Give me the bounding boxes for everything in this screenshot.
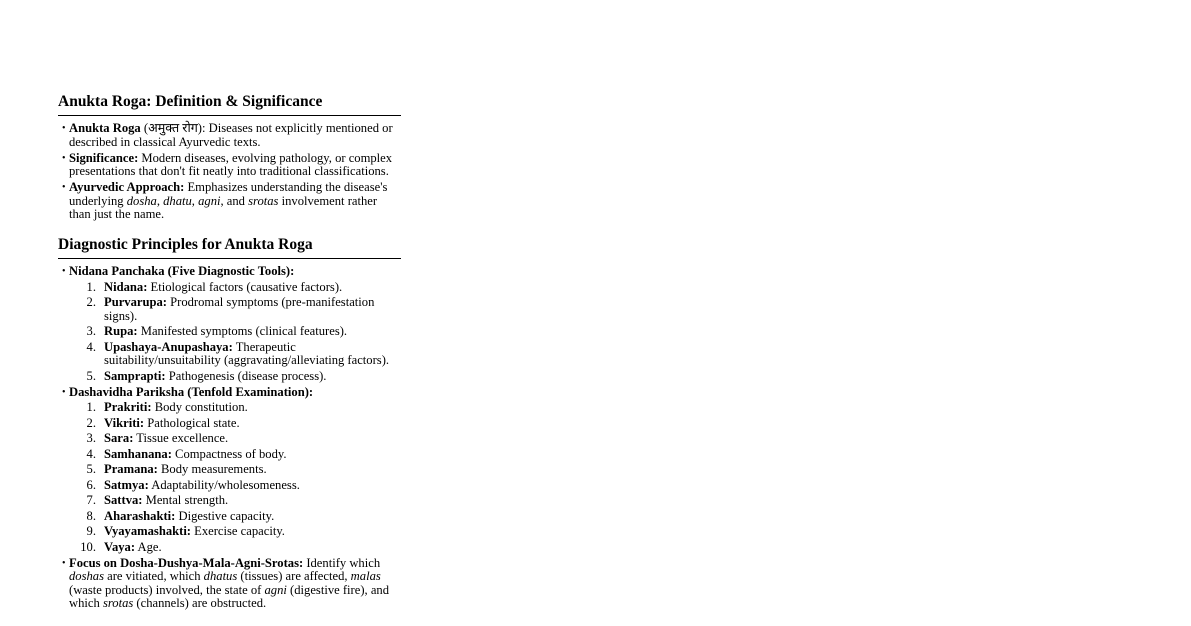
numbered-item	[69, 479, 401, 493]
item-text: Tissue excellence.	[133, 431, 229, 446]
numbered-item	[69, 448, 401, 462]
item-number: 2.	[86, 295, 96, 310]
numbered-item	[69, 417, 401, 431]
item-number: 1.	[86, 400, 96, 415]
item-text: Therapeutic suitability/unsuitability (aggravating/alleviating factors).	[104, 339, 390, 368]
numbered-item	[69, 325, 401, 339]
list-item	[58, 122, 401, 149]
italic-term: agni	[198, 193, 221, 208]
item-number: 5.	[86, 462, 96, 477]
item-text: (tissues) are affected,	[237, 569, 351, 584]
term-label: Vikriti:	[104, 415, 145, 430]
numbered-item	[69, 432, 401, 446]
term-label: Aharashakti:	[104, 508, 176, 523]
item-number: 5.	[86, 368, 96, 383]
diagnostic-list	[58, 265, 401, 611]
term-label: Satmya:	[104, 477, 149, 492]
list-item-focus	[58, 557, 401, 611]
item-text: Identify which	[303, 555, 381, 570]
list-item-dashavidha-pariksha	[58, 386, 401, 555]
dashavidha-numbered-list	[69, 401, 401, 554]
nidana-numbered-list	[69, 281, 401, 384]
term-label: Significance:	[69, 150, 139, 165]
numbered-item	[69, 541, 401, 555]
item-text: Etiological factors (causative factors).	[147, 279, 343, 294]
item-text: Body constitution.	[151, 400, 248, 415]
term-label: Upashaya-Anupashaya:	[104, 339, 233, 354]
italic-term: srotas	[102, 596, 134, 611]
numbered-item	[69, 341, 401, 368]
item-number: 7.	[86, 493, 96, 508]
term-label: Prakriti:	[104, 400, 152, 415]
term-label: Nidana:	[104, 279, 148, 294]
section-heading-anukta-roga: Anukta Roga: Definition & Significance	[58, 92, 401, 116]
italic-term: agni	[264, 582, 287, 597]
item-number: 1.	[86, 279, 96, 294]
item-number: 10.	[80, 539, 96, 554]
term-label: Samhanana:	[104, 446, 172, 461]
item-number: 9.	[86, 524, 96, 539]
separator: , and	[220, 193, 249, 208]
item-text: Prodromal symptoms (pre-manifestation signs).	[104, 295, 375, 323]
italic-term: dhatu	[163, 193, 192, 208]
devanagari-text: (अमुक्त रोग)	[140, 121, 203, 136]
item-number: 4.	[86, 339, 96, 354]
subheading: Dashavidha Pariksha (Tenfold Examination):	[69, 384, 314, 399]
item-text: involvement rather than just the name.	[69, 193, 378, 222]
numbered-item	[69, 463, 401, 477]
item-text: Adaptability/wholesomeness.	[148, 477, 300, 492]
term-label: Pramana:	[104, 462, 158, 477]
item-text: Manifested symptoms (clinical features).	[137, 324, 348, 339]
italic-term: malas	[350, 569, 381, 584]
item-text: Compactness of body.	[171, 446, 287, 461]
numbered-item	[69, 281, 401, 295]
term-label: Purvarupa:	[104, 295, 167, 310]
italic-term: doshas	[69, 569, 104, 584]
item-text: Body measurements.	[157, 462, 267, 477]
italic-term: srotas	[248, 193, 279, 208]
list-item	[58, 181, 401, 222]
item-text: (channels) are obstructed.	[133, 596, 267, 611]
term-label: Vaya:	[104, 539, 136, 554]
term-label: Sattva:	[104, 493, 143, 508]
item-text: Pathogenesis (disease process).	[165, 368, 327, 383]
item-text: Emphasizes understanding the disease's underlying	[69, 180, 388, 208]
numbered-item	[69, 370, 401, 384]
numbered-item	[69, 494, 401, 508]
item-text: Age.	[135, 539, 162, 554]
item-text: : Diseases not explicitly mentioned or described in classical Ayurvedic texts.	[69, 121, 393, 149]
item-text: are vitiated, which	[104, 569, 204, 584]
item-number: 2.	[86, 415, 96, 430]
item-text: Exercise capacity.	[191, 524, 285, 539]
item-number: 8.	[86, 508, 96, 523]
item-text: Digestive capacity.	[175, 508, 275, 523]
item-number: 6.	[86, 477, 96, 492]
italic-term: dosha	[126, 193, 157, 208]
item-number: 3.	[86, 324, 96, 339]
numbered-item	[69, 510, 401, 524]
term-label: Samprapti:	[104, 368, 166, 383]
document-page	[58, 92, 401, 613]
item-text: Mental strength.	[142, 493, 229, 508]
definition-list	[58, 122, 401, 222]
item-text: (digestive fire), and which	[69, 582, 389, 611]
italic-term: dhatus	[203, 569, 238, 584]
term-label: Sara:	[104, 431, 134, 446]
separator: ,	[191, 193, 199, 208]
item-number: 4.	[86, 446, 96, 461]
item-text: Modern diseases, evolving pathology, or complex presentations that don't fit neatly into traditional classifications.	[69, 150, 393, 179]
separator: ,	[156, 193, 164, 208]
list-item	[58, 152, 401, 179]
numbered-item	[69, 401, 401, 415]
subheading: Nidana Panchaka (Five Diagnostic Tools):	[69, 264, 295, 279]
section-heading-diagnostic-principles: Diagnostic Principles for Anukta Roga	[58, 235, 401, 259]
numbered-item	[69, 525, 401, 539]
item-number: 3.	[86, 431, 96, 446]
item-text: Pathological state.	[144, 415, 240, 430]
item-text: (waste products) involved, the state of	[69, 582, 265, 597]
list-item-nidana-panchaka	[58, 265, 401, 383]
numbered-item	[69, 296, 401, 323]
term-label: Focus on Dosha-Dushya-Mala-Agni-Srotas:	[69, 555, 304, 570]
term-label: Anukta Roga	[69, 121, 141, 136]
term-label: Rupa:	[104, 324, 138, 339]
term-label: Vyayamashakti:	[104, 524, 192, 539]
term-label: Ayurvedic Approach:	[69, 180, 185, 195]
